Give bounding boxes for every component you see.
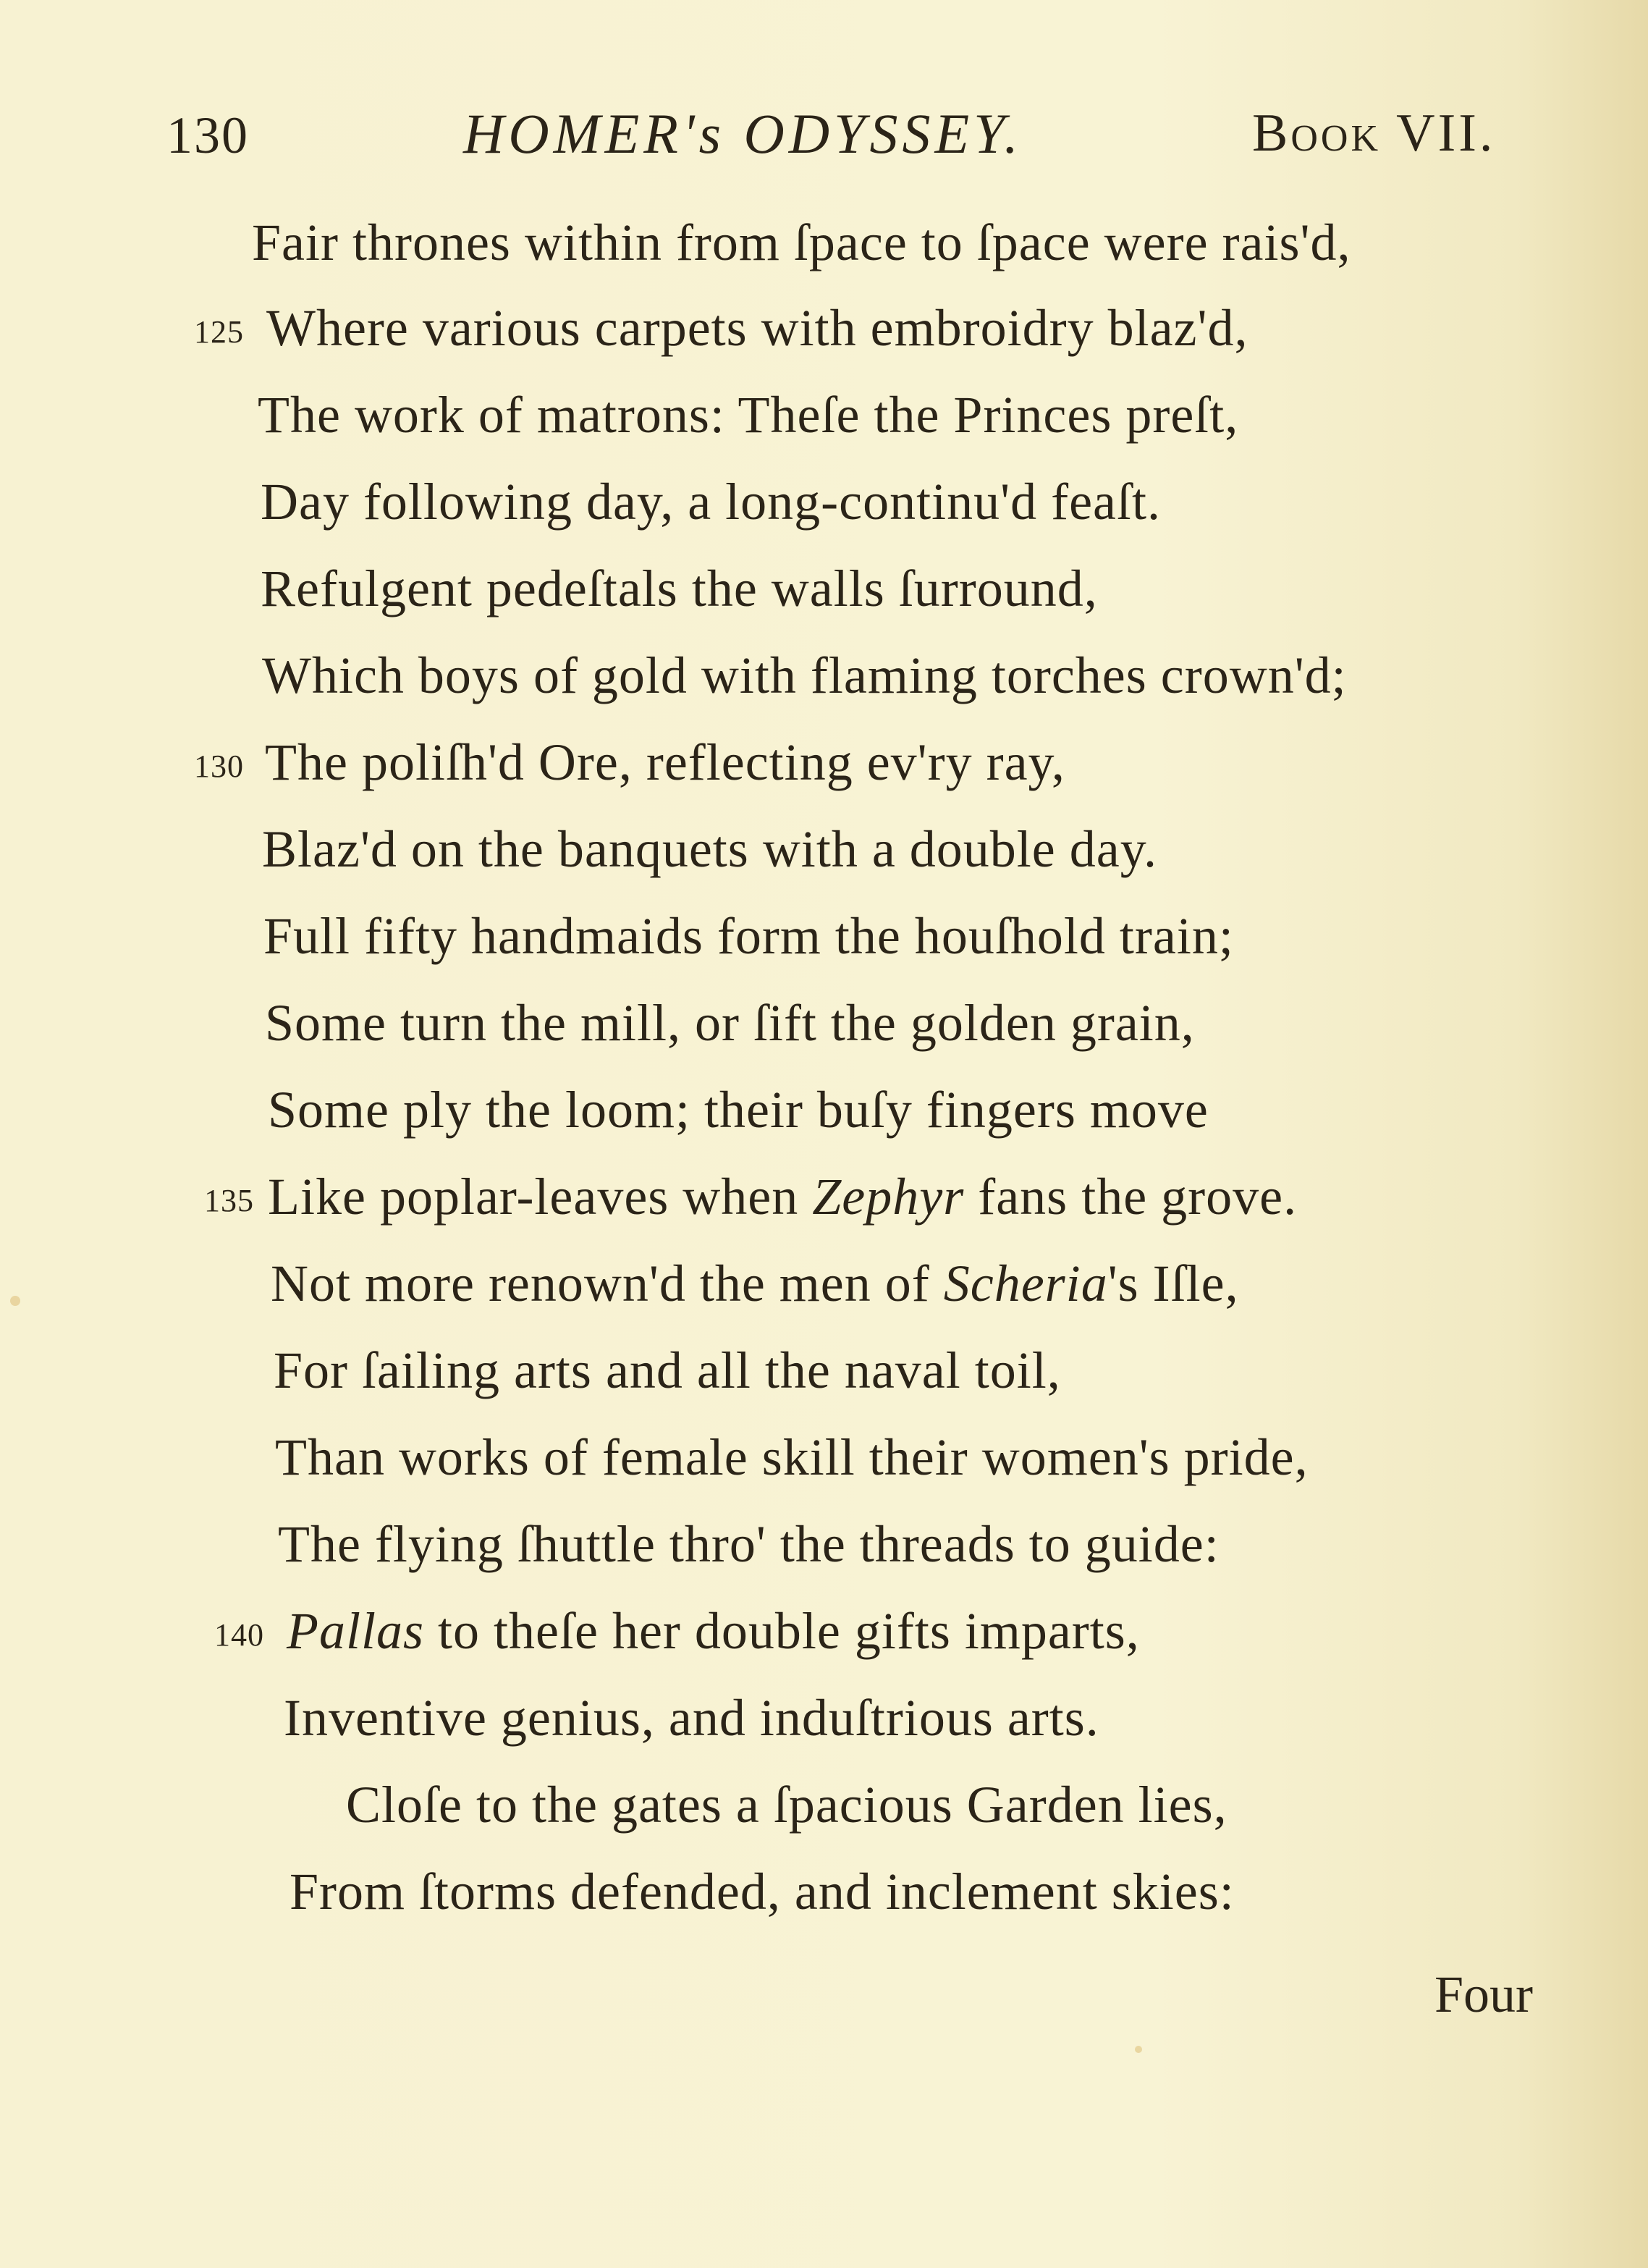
page-number: 130 bbox=[166, 106, 249, 164]
line-text bbox=[271, 1244, 1239, 1323]
line-text-pre: Not more renown'd the men of bbox=[271, 1255, 944, 1312]
line-number: 135 bbox=[204, 1183, 254, 1218]
line-text: Full fifty handmaids form the houſhold train; bbox=[263, 907, 1234, 965]
running-title: HOMER's ODYSSEY. bbox=[463, 102, 1023, 165]
line-text: Day following day, a long-continu'd feaſt. bbox=[261, 473, 1161, 531]
line-number: 130 bbox=[194, 749, 244, 784]
italic-name: Pallas bbox=[287, 1602, 425, 1660]
line-text: The work of matrons: Theſe the Princes preſt, bbox=[258, 386, 1239, 444]
line-text: Than works of female skill their women's pride, bbox=[275, 1428, 1309, 1486]
line-text: Some turn the mill, or ſift the golden grain, bbox=[265, 994, 1195, 1052]
line-text: Blaz'd on the banquets with a double day. bbox=[262, 820, 1158, 878]
line-text bbox=[287, 1591, 1140, 1671]
line-text: Refulgent pedeſtals the walls ſurround, bbox=[261, 560, 1098, 617]
line-number: 140 bbox=[214, 1617, 264, 1653]
line-text-post: 's Iſle, bbox=[1107, 1255, 1239, 1312]
book-label: Book VII. bbox=[1252, 104, 1496, 163]
italic-name: Scheria bbox=[943, 1255, 1108, 1312]
paper-speck bbox=[10, 1296, 20, 1306]
line-text: Fair thrones within from ſpace to ſpace were rais'd, bbox=[252, 214, 1351, 271]
line-text: From ſtorms defended, and inclement skies: bbox=[290, 1863, 1235, 1921]
line-text-pre: Like poplar-leaves when bbox=[268, 1168, 813, 1226]
line-text: The flying ſhuttle thro' the threads to guide: bbox=[278, 1515, 1220, 1573]
line-number: 125 bbox=[194, 314, 244, 350]
line-text-post: fans the grove. bbox=[964, 1168, 1298, 1226]
line-text: Inventive genius, and induſtrious arts. bbox=[284, 1689, 1099, 1747]
paper-speck bbox=[1135, 2046, 1142, 2053]
line-text: For ſailing arts and all the naval toil, bbox=[274, 1341, 1061, 1399]
catchword: Four bbox=[1434, 1965, 1534, 2023]
line-text: Where various carpets with embroidry blaz'd, bbox=[266, 299, 1248, 357]
italic-name: Zephyr bbox=[812, 1168, 965, 1226]
line-text bbox=[268, 1157, 1297, 1236]
line-text: Which boys of gold with flaming torches crown'd; bbox=[262, 646, 1347, 704]
running-header bbox=[166, 101, 1542, 181]
line-text-post: to theſe her double gifts imparts, bbox=[424, 1602, 1140, 1660]
line-text: The poliſh'd Ore, reflecting ev'ry ray, bbox=[265, 733, 1065, 791]
line-text: Cloſe to the gates a ſpacious Garden lies, bbox=[346, 1776, 1227, 1834]
line-text: Some ply the loom; their buſy fingers move bbox=[268, 1081, 1209, 1139]
